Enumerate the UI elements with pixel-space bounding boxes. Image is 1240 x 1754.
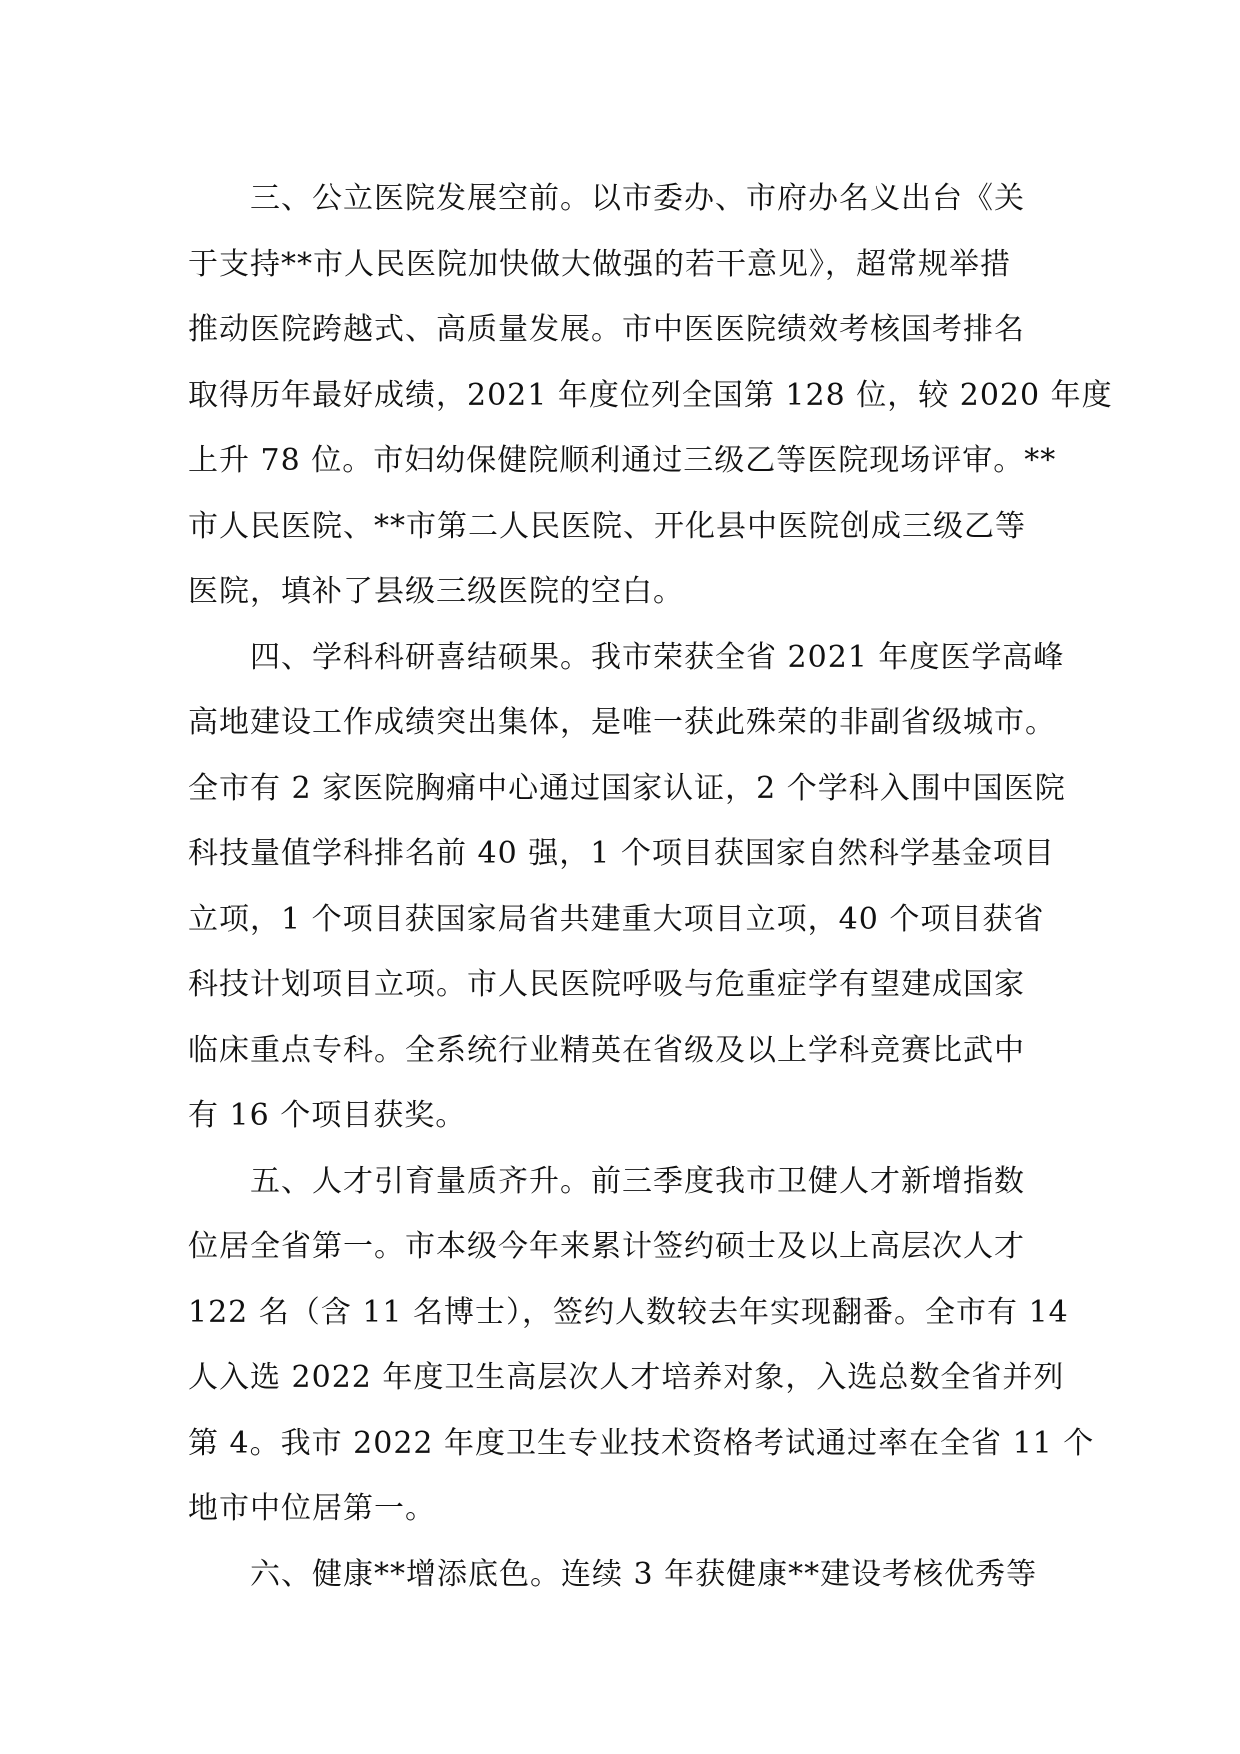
document-body	[188, 166, 1113, 1607]
text-line: 三、公立医院发展空前。以市委办、市府办名义出台《关	[250, 181, 1025, 216]
text-line: 全市有 2 家医院胸痛中心通过国家认证，2 个学科入围中国医院	[188, 770, 1066, 806]
text-line: 上升 78 位。市妇幼保健院顺利通过三级乙等医院现场评审。**	[188, 443, 1057, 478]
paragraph-talent	[188, 1149, 1095, 1542]
text-line: 有 16 个项目获奖。	[188, 1098, 467, 1133]
text-line: 市人民医院、**市第二人民医院、开化县中医院创成三级乙等	[188, 508, 1026, 544]
text-line: 人入选 2022 年度卫生高层次人才培养对象，入选总数全省并列	[188, 1360, 1065, 1395]
text-line: 六、健康**增添底色。连续 3 年获健康**建设考核优秀等	[250, 1556, 1038, 1592]
text-line: 122 名（含 11 名博士），签约人数较去年实现翻番。全市有 14	[188, 1294, 1069, 1330]
text-line: 科技量值学科排名前 40 强，1 个项目获国家自然科学基金项目	[188, 836, 1055, 871]
text-line: 临床重点专科。全系统行业精英在省级及以上学科竞赛比武中	[188, 1032, 1025, 1068]
text-line: 科技计划项目立项。市人民医院呼吸与危重症学有望建成国家	[188, 967, 1025, 1002]
text-line: 高地建设工作成绩突出集体，是唯一获此殊荣的非副省级城市。	[188, 705, 1056, 740]
paragraph-public-hospitals	[188, 166, 1113, 625]
paragraph-discipline-research	[188, 625, 1066, 1149]
text-line: 五、人才引育量质齐升。前三季度我市卫健人才新增指数	[250, 1163, 1025, 1199]
text-line: 医院，填补了县级三级医院的空白。	[188, 574, 684, 609]
paragraph-healthy-city	[188, 1542, 1058, 1608]
text-line: 立项，1 个项目获国家局省共建重大项目立项，40 个项目获省	[188, 901, 1045, 937]
text-line: 地市中位居第一。	[188, 1491, 436, 1526]
text-line: 四、学科科研喜结硕果。我市荣获全省 2021 年度医学高峰	[250, 639, 1065, 675]
text-line: 第 4。我市 2022 年度卫生专业技术资格考试通过率在全省 11 个	[188, 1425, 1095, 1461]
text-line: 推动医院跨越式、高质量发展。市中医医院绩效考核国考排名	[188, 312, 1025, 347]
text-line: 于支持**市人民医院加快做大做强的若干意见》，超常规举措	[188, 246, 1011, 282]
text-line: 位居全省第一。市本级今年来累计签约硕士及以上高层次人才	[188, 1229, 1025, 1264]
text-line: 取得历年最好成绩，2021 年度位列全国第 128 位，较 2020 年度	[188, 377, 1113, 413]
